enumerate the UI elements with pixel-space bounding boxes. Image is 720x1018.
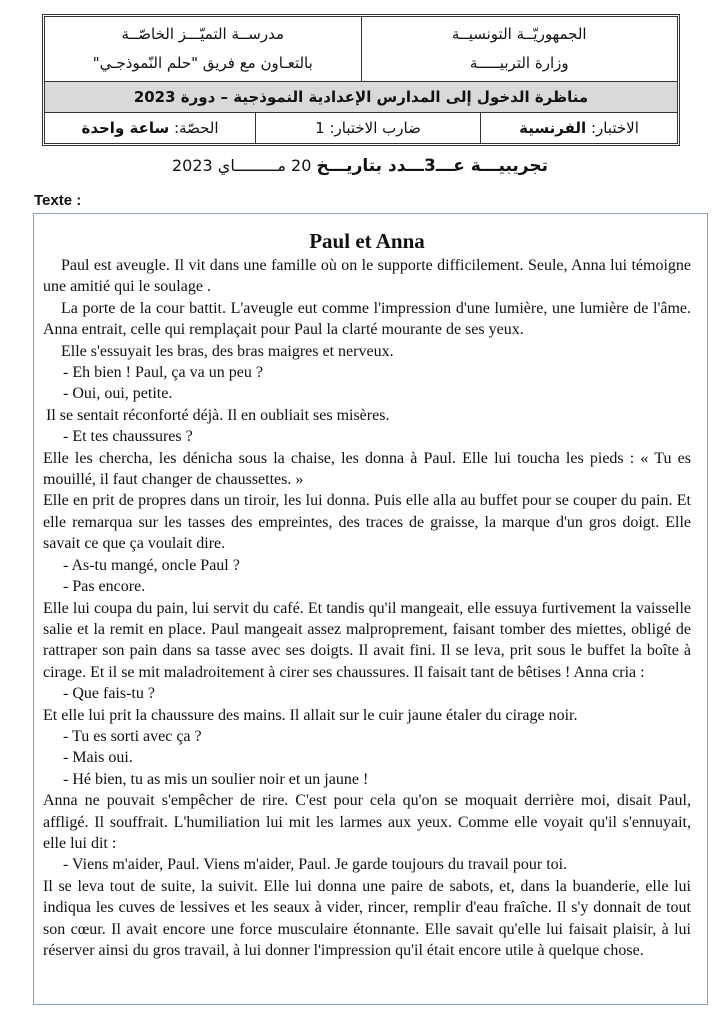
dialogue-line: - Viens m'aider, Paul. Viens m'aider, Paul. Je garde toujours du travail pour toi. [63, 856, 568, 874]
dialogue-line: - As-tu mangé, oncle Paul ? [63, 556, 240, 574]
exam-header-table [42, 14, 680, 146]
paragraph: Elle s'essuyait les bras, des bras maigres et nerveux. [61, 342, 394, 360]
dialogue-line: - Eh bien ! Paul, ça va un peu ? [63, 364, 263, 382]
dialogue-line: - Tu es sorti avec ça ? [63, 727, 202, 745]
dialogue-line: - Hé bien, tu as mis un soulier noir et un jaune ! [63, 770, 369, 788]
paragraph: Elle les chercha, les dénicha sous la chaise, les donna à Paul. Elle lui toucha les pieds : « Tu es mouillé, il faut changer de chaussettes. » [43, 449, 691, 489]
subtitle-date: 20 مـــــــــاي 2023 [172, 156, 317, 175]
paragraph: La porte de la cour battit. L'aveugle eut comme l'impression d'une lumière, une lumière de l'âme. Anna entrait, celle qui remplaçait pour Paul la clarté mourante de ses yeux. [43, 299, 691, 339]
duration-cell [45, 113, 256, 143]
subject-cell [481, 113, 677, 143]
republic-name: الجمهوريّــة التونسيــة [451, 25, 587, 43]
subject-label: الاختبار: [586, 119, 639, 137]
dialogue-line: - Et tes chaussures ? [63, 428, 193, 446]
paragraph: Il se sentait réconforté déjà. Il en oubliait ses misères. [46, 406, 390, 424]
text-box [33, 213, 708, 1005]
paragraph: Paul est aveugle. Il vit dans une famille où on le supporte difficilement. Seule, Anna lui témoigne une amitié qui le soulage . [43, 257, 691, 296]
duration-value: ساعة واحدة [81, 119, 170, 137]
text-title: Paul et Anna [309, 229, 425, 253]
duration-label: الحصّة: [169, 119, 219, 137]
dialogue-line: - Oui, oui, petite. [63, 385, 173, 403]
texte-label: Texte : [34, 192, 82, 209]
ministry-name: وزارة التربيـــــة [469, 54, 569, 72]
paragraph: Elle lui coupa du pain, lui servit du café. Et tandis qu'il mangeait, elle essuya furtivement la vaisselle salie et la remit en place. Paul mangeait assez malproprement, faisant tomber des miettes, obligé de rattraper son pain dans sa tasse avec ses doigts. Il avait fini. Il se leva, prit sous le buffet la boîte à cirage. Et il se mit maladroitement à cirer ses chaussures. Il faisait tant de bêtises ! Anna cria : [43, 599, 691, 681]
paragraph: Il se leva tout de suite, la suivit. Elle lui donna une paire de sabots, et, dans la buanderie, elle lui indiqua les cuves de lessives et les seaux à vider, rincer, remplir d'eau fraîche. Il s'y donnait de tout son cœur. Il avait encore une force musculaire étonnante. Elle savait qu'elle lui faisait plaisir, à lui réserver ainsi du gros travail, à lui donner l'impression qu'il était encore utile à quelque chose. [43, 877, 691, 959]
paragraph: Et elle lui prit la chaussure des mains. Il allait sur le cuir jaune étaler du cirage noir. [43, 706, 578, 724]
subtitle-bold: تجريبيـــة عـــ3ـــدد بتاريـــخ [316, 156, 548, 176]
dialogue-line: - Mais oui. [63, 749, 133, 767]
dialogue-line: - Que fais-tu ? [63, 685, 155, 703]
school-cell [45, 17, 362, 81]
paragraph: Anna ne pouvait s'empêcher de rire. C'est pour cela qu'on se moquait derrière moi, disait Paul, affligé. Il souffrait. L'humiliation lui mit les larmes aux yeux. Comme elle voyait qu'il s'ennuyait, elle lui dit : [43, 792, 691, 852]
partner-team: بالتعـاون مع فريق "حلم النّموذجـي" [92, 54, 313, 72]
school-name: مدرســة التميّـــز الخاصّــة [121, 25, 285, 43]
paragraph: Elle en prit de propres dans un tiroir, les lui donna. Puis elle alla au buffet pour se couper du pain. Et elle remarqua sur les tasses des empreintes, des traces de graisse, la marque d'un gros doigt. Elle savait ce que ça voulait dire. [43, 492, 691, 553]
subject-value: الفرنسية [519, 119, 587, 137]
dialogue-line: - Pas encore. [63, 578, 146, 596]
exam-subtitle [0, 156, 720, 176]
contest-title: مناظرة الدخول إلى المدارس الإعدادية النموذجية – دورة 2023 [45, 82, 677, 113]
coefficient-cell: ضارب الاختبار: 1 [256, 113, 481, 143]
ministry-cell [362, 17, 678, 81]
